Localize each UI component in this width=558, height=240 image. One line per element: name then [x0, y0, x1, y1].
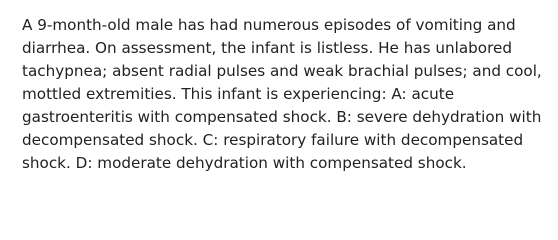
question-text: A 9-month-old male has had numerous episodes of vomiting and diarrhea. On assessment, the infant is listless. He has unlabored tachypnea; absent radial pulses and weak brachial pulses; and cool, mottled extremities. This infant is experiencing: A: acute gastroenteritis with compensated shock. B: severe dehydration with decompensated shock. C: respiratory failure with decompensated shock. D: moderate dehydration with compensated shock. — [22, 16, 542, 172]
